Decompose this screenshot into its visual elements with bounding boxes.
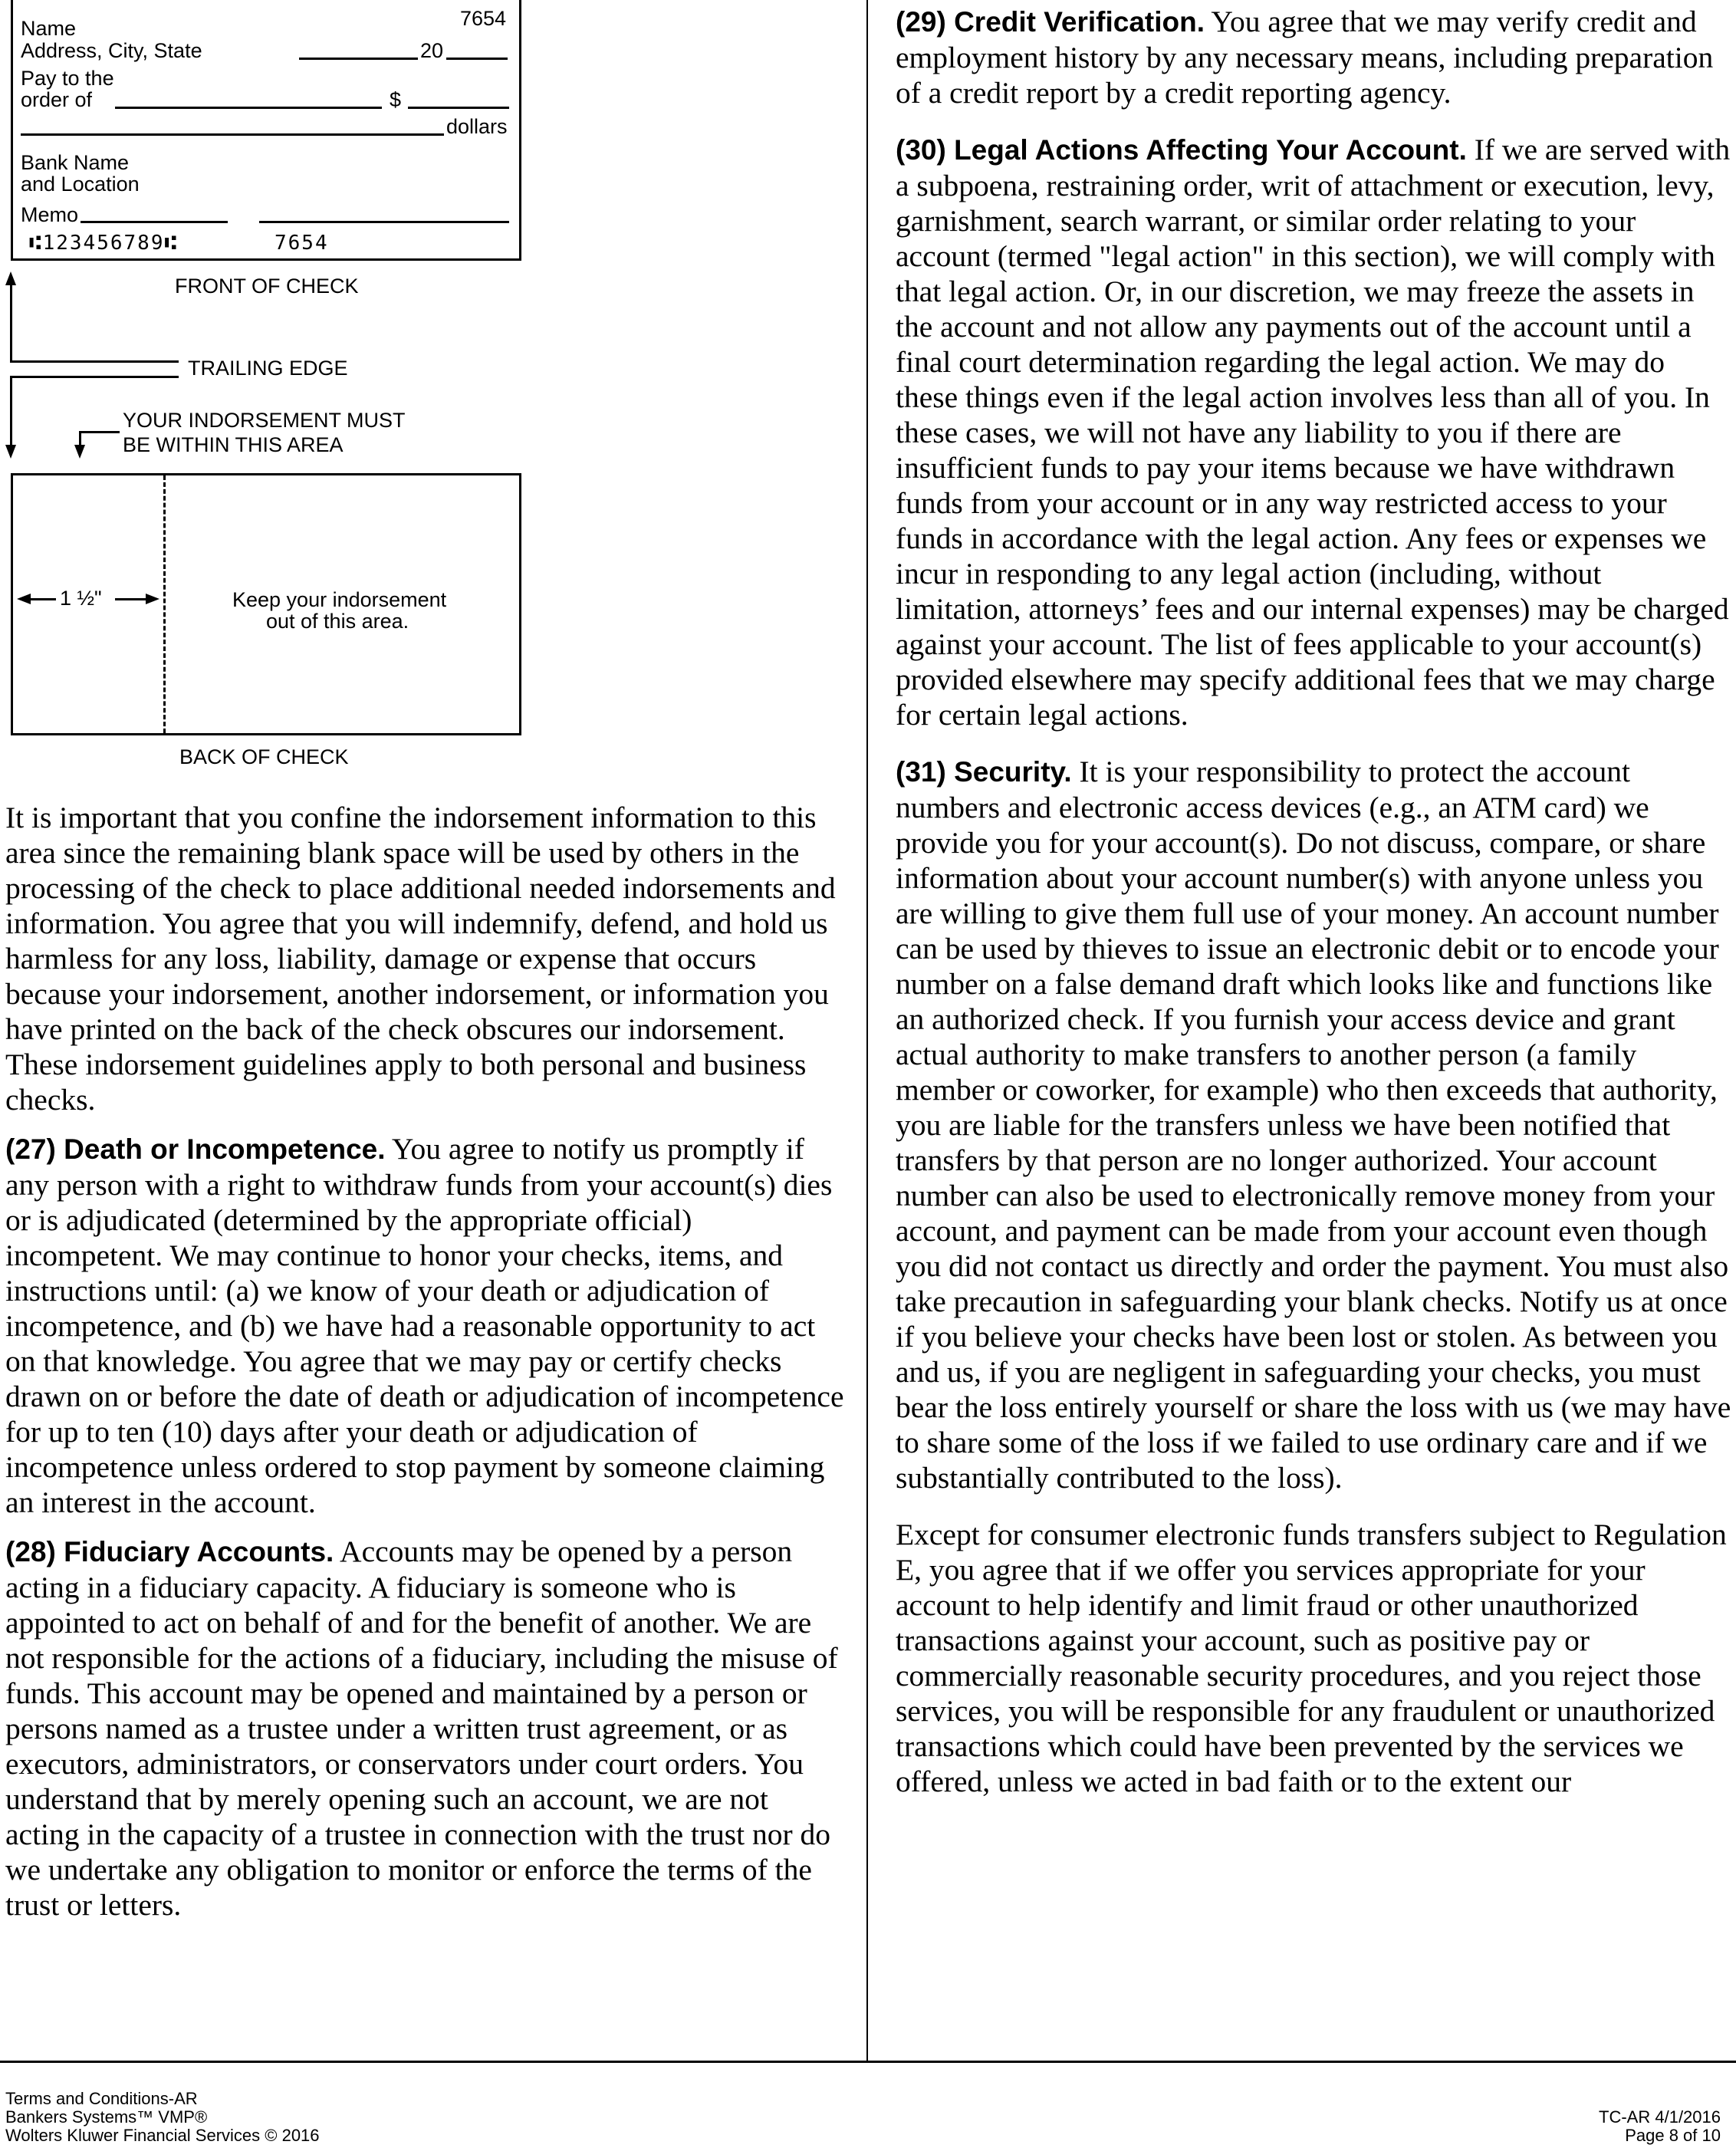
measure-line-left	[29, 598, 56, 600]
section-27-heading: (27) Death or Incompetence.	[5, 1133, 386, 1165]
trailing-edge-label: TRAILING EDGE	[188, 357, 348, 380]
trailing-edge-line-2	[10, 376, 179, 378]
measure-line-right	[115, 598, 146, 600]
micr-routing: ⑆123456789⑆	[29, 232, 179, 255]
date-line	[299, 58, 418, 60]
footer-form-code: TC-AR 4/1/2016	[1599, 2107, 1721, 2127]
indorsement-paragraph: It is important that you confine the indorsement information to this area since the remaining blank space will be used by others in the processing of the check to place additional needed indorsements and information. You agree that you will indemnify, defend, and hold us harmless for any loss, liability, damage or expense that occurs because your indorsement, another indorsement, or information you have printed on the back of the check obscures our indorsement. These indorsement guidelines apply to both personal and business checks.	[5, 801, 836, 1117]
left-text-column	[5, 800, 849, 1936]
footer-form-title: Terms and Conditions-AR	[5, 2089, 198, 2108]
section-31-heading: (31) Security.	[896, 756, 1072, 788]
measure-label: 1 ½"	[60, 587, 102, 610]
footer-left	[5, 2090, 320, 2145]
arrow-right-icon	[146, 594, 159, 604]
section-27-body: You agree to notify us promptly if any person with a right to withdraw funds from your account(s) dies or is adjudicated (determined by the appropriate official) incompetent. We may continue to honor your checks, items, and instructions until: (a) we know of your death or adjudication of incompetence, and (b) we have had a reasonable opportunity to act on that knowledge. You agree that we may pay or certify checks drawn on or before the date of death or adjudication of incompetence for up to ten (10) days after your death or adjudication of incompetence unless ordered to stop payment by someone claiming an interest in the account.	[5, 1132, 844, 1519]
dollar-sign: $	[390, 88, 402, 111]
section-31-body: It is your responsibility to protect the account numbers and electronic access devices (e.g., an ATM card) we provide you for your account(s). Do not discuss, compare, or share information about your account number(s) with anyone unless you are willing to give them full use of your money. An account number can be used by thieves to issue an electronic debit or to encode your number on a false demand draft which looks like and functions like an authorized check. If you furnish your access device and grant actual authority to make transfers to another person (a family member or coworker, for example) who then exceeds that authority, you are liable for the transfers unless we have been notified that transfers by that person are no longer authorized. Your account number can also be used to electronically remove money from your account, and payment can be made from your account even though you did not contact us directly and order the payment. You must also take precaution in safeguarding your blank checks. Notify us at once if you believe your checks have been lost or stolen. As between you and us, if you are negligent in safeguarding your checks, you must bear the loss entirely yourself or share the loss with us (we may have to share some of the loss if we failed to use ordinary care and if we substantially contributed to the loss).	[896, 755, 1731, 1495]
section-31	[896, 754, 1731, 1495]
check-number: 7654	[460, 7, 507, 30]
right-text-column	[896, 4, 1731, 1821]
footer-rule	[0, 2061, 1736, 2063]
column-divider	[866, 0, 868, 2063]
indorsement-must-label-2: BE WITHIN THIS AREA	[123, 433, 344, 456]
section-28	[5, 1534, 849, 1923]
arrow-down-icon	[5, 445, 16, 459]
date-year-line	[446, 58, 508, 60]
footer-vendor: Bankers Systems™ VMP®	[5, 2107, 208, 2127]
arrow-down-icon	[74, 445, 85, 459]
pay-to-line1: Pay to the	[21, 67, 114, 90]
footer-copyright: Wolters Kluwer Financial Services © 2016	[5, 2126, 320, 2145]
dollars-label: dollars	[446, 115, 508, 138]
section-28-body: Accounts may be opened by a person acting in a fiduciary capacity. A fiduciary is someone who is appointed to act on behalf of and for the benefit of another. We are not responsible for the actions of a fiduciary, including the misuse of funds. This account may be opened and maintained by a person or persons named as a trustee under a written trust agreement, or as executors, administrators, or conservators under court orders. You understand that by merely opening such an account, we are not acting in the capacity of a trustee in connection with the trust nor do we undertake any obligation to monitor or enforce the terms of the trust or letters.	[5, 1535, 838, 1922]
front-edge-line	[10, 284, 12, 360]
memo-label: Memo	[21, 203, 79, 226]
trailing-edge-line	[10, 360, 179, 363]
amount-line	[408, 107, 509, 109]
section-29-heading: (29) Credit Verification.	[896, 6, 1205, 38]
pay-to-line2: order of	[21, 88, 93, 111]
indorsement-pointer-stem	[79, 431, 81, 446]
back-edge-line	[10, 376, 12, 446]
section-28-heading: (28) Fiduciary Accounts.	[5, 1536, 334, 1567]
payer-name: Name	[21, 17, 77, 40]
signature-line	[259, 221, 509, 223]
section-30-body: If we are served with a subpoena, restraining order, writ of attachment or execution, levy, garnishment, search warrant, or similar order relating to your account (termed "legal action" in this section), we will comply with that legal action. Or, in our discretion, we may freeze the assets in the account and not allow any payments out of the account until a final court determination regarding the legal action. We may do these things even if the legal action involves less than all of you. In these cases, we will not have any liability to you if there are insufficient funds to pay your items because we have withdrawn funds from your account or in any way restricted access to your funds in accordance with the legal action. Any fees or expenses we incur in responding to any legal action (including, without limitation, attorneys’ fees and our internal expenses) may be charged against your account. The list of fees applicable to your account(s) provided elsewhere may specify additional fees that we may charge for certain legal actions.	[896, 133, 1731, 732]
bank-name-line1: Bank Name	[21, 151, 130, 174]
keep-out-label-1: Keep your indorsement	[232, 588, 447, 611]
footer-page-number: Page 8 of 10	[1625, 2126, 1721, 2145]
footer-right	[1599, 2108, 1721, 2145]
section-30	[896, 132, 1731, 732]
section-31-paragraph-2: Except for consumer electronic funds transfers subject to Regulation E, you agree that if we offer you services appropriate for your account to help identify and limit fraud or other unauthorized transactions against your account, such as positive pay or commercially reasonable security procedures, and you reject those services, you will be responsible for any fraudulent or unauthorized transactions which could have been prevented by the services we offered, unless we acted in bad faith or to the extent our	[896, 1518, 1727, 1798]
indorsement-boundary-line	[163, 475, 166, 733]
payer-address: Address, City, State	[21, 39, 202, 62]
memo-line	[81, 221, 228, 223]
back-of-check-caption: BACK OF CHECK	[179, 745, 349, 768]
section-29	[896, 4, 1731, 110]
bank-name-line2: and Location	[21, 173, 140, 196]
indorsement-pointer-line	[79, 431, 120, 433]
section-27	[5, 1131, 849, 1520]
indorsement-must-label-1: YOUR INDORSEMENT MUST	[123, 409, 406, 432]
keep-out-label-2: out of this area.	[266, 610, 409, 633]
section-29-body: You agree that we may verify credit and employment history by any necessary means, including preparation of a credit report by a credit reporting agency.	[896, 5, 1714, 110]
payee-line	[115, 107, 382, 109]
amount-words-line	[21, 133, 444, 136]
front-of-check-caption: FRONT OF CHECK	[175, 275, 359, 298]
section-30-heading: (30) Legal Actions Affecting Your Account.	[896, 134, 1467, 166]
date-prefix: 20	[420, 39, 444, 62]
micr-check-number: 7654	[275, 232, 329, 255]
